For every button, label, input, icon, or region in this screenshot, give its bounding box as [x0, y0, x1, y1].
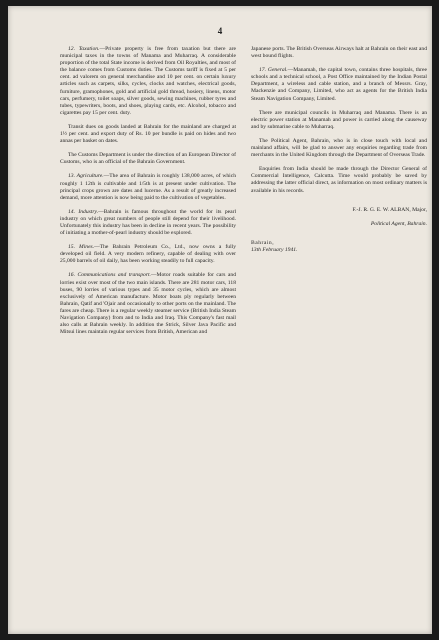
signature-title: Political Agent, Bahrain.: [370, 220, 427, 227]
paragraph-municipal: There are municipal councils in Muharraq and Manama. There is an electric power station at Manamah and power is carried along the causeway and by submarine cable to Muharraq.: [251, 109, 427, 130]
paragraph-communications-cont: Japanese ports. The British Overseas Airways halt at Bahrain on their east and west bound flights.: [251, 46, 427, 60]
paragraph-taxation: 12. Taxation.—Private property is free from taxation but there are municipal taxes in the towns of Manama and Muharraq. A considerable proportion of the total State income is derived from Oil Royalties, and most of the balance comes from Customs duties. The Customs tariff is fixed at 5 per cent. ad valorem on general merchandise and 10 per cent. on certain luxury articles such as carpets, silks, cycles, clocks and watches, electrical goods, furniture, gramophones, gold and artificial gold thread, hosiery, linens, motor cars, perfumery, toilet soaps, silver goods, sewing machines, rubber tyres and tubes, typewriters, boots, and shoes, playing cards, etc. Alcohol, tobacco and cigarettes pay 15 per cent. duty.: [60, 46, 237, 116]
paragraph-transit-dues: Transit dues on goods landed at Bahrain for the mainland are charged at 1½ per cent. and export duty of Rs. 10 per bundle is paid on hides and two annas per basket on dates.: [60, 123, 236, 145]
paragraph-customs-department: The Customs Department is under the direction of an European Director of Customs, who is an official of the Bahrain Government.: [60, 152, 236, 166]
paragraph-enquiries: Enquiries from India should be made through the Director General of Commercial Intelligence, Calcutta. Time would probably be saved by addressing the latter official direct, as information on most ordinary matters is available in his records.: [251, 166, 427, 194]
left-column: [60, 46, 236, 343]
page-number: 4: [217, 26, 223, 36]
paragraph-mines: 15. Mines.—The Bahrain Petroleum Co., Ltd., now owns a fully developed oil field. A very modern refinery, capable of dealing with over 25,000 barrels of oil daily, has been working steadily to full capacity.: [60, 244, 236, 265]
paragraph-political-agent: The Political Agent, Bahrain, who is in close touch with local and mainland affairs, will be glad to answer any enquiries regarding trade from merchants in the United Kingdom through the Department of Overseas Trade.: [251, 137, 427, 159]
paragraph-communications: 16. Communications and transport.—Motor roads suitable for cars and lorries exist over most of the two main islands. There are 281 motor cars, 118 buses, 90 lorries of various types and 35 motor cycles, which are almost exclusively of American manufacture. Motor boats ply regularly between Bahrain, Qatif and 'Ojair and occasionally to other ports on the mainland. The fares are cheap. There is a regular weekly steamer service (British India Steam Navigation Company) from and to India and Iraq. This Company's fast mail also calls at Bahrain weekly. In addition the Strick, Silver Java Pacific and Mitsui lines maintain regular services from British, American and: [60, 272, 236, 336]
signature-name: F.-J. R. G. E. W. ALBAN, Major,: [352, 206, 427, 213]
place-line: Bahrain,: [251, 239, 275, 246]
date-line: 13th February 1941.: [251, 246, 298, 253]
paragraph-industry: 14. Industry.—Bahrain is famous throughout the world for its pearl industry on which great numbers of people still depend for their livelihood. Unfortunately this industry has been in decline in recent years. The possibility of initiating a mother-of-pearl industry should be explored.: [60, 208, 237, 237]
paragraph-general: 17. General.—Manamah, the capital town, contains three hospitals, three schools and a technical school, a Post Office maintained by the Indian Postal Department, a wireless and cable station, and a branch of Messrs. Gray, Mackenzie and Company, Limited, who act as agents for the British India Steam Navigation Company, Limited.: [251, 67, 427, 102]
paragraph-agriculture: 13. Agriculture.—The area of Bahrain is roughly 138,000 acres, of which roughly 1 12th is cultivable and 1/5th is at present under cultivation. The principal crops grown are dates and lucerne. As a result of greatly increased demand, more attention is now being paid to the cultivation of vegetables.: [60, 173, 236, 201]
document-page: [8, 6, 432, 634]
right-column: [251, 46, 427, 261]
